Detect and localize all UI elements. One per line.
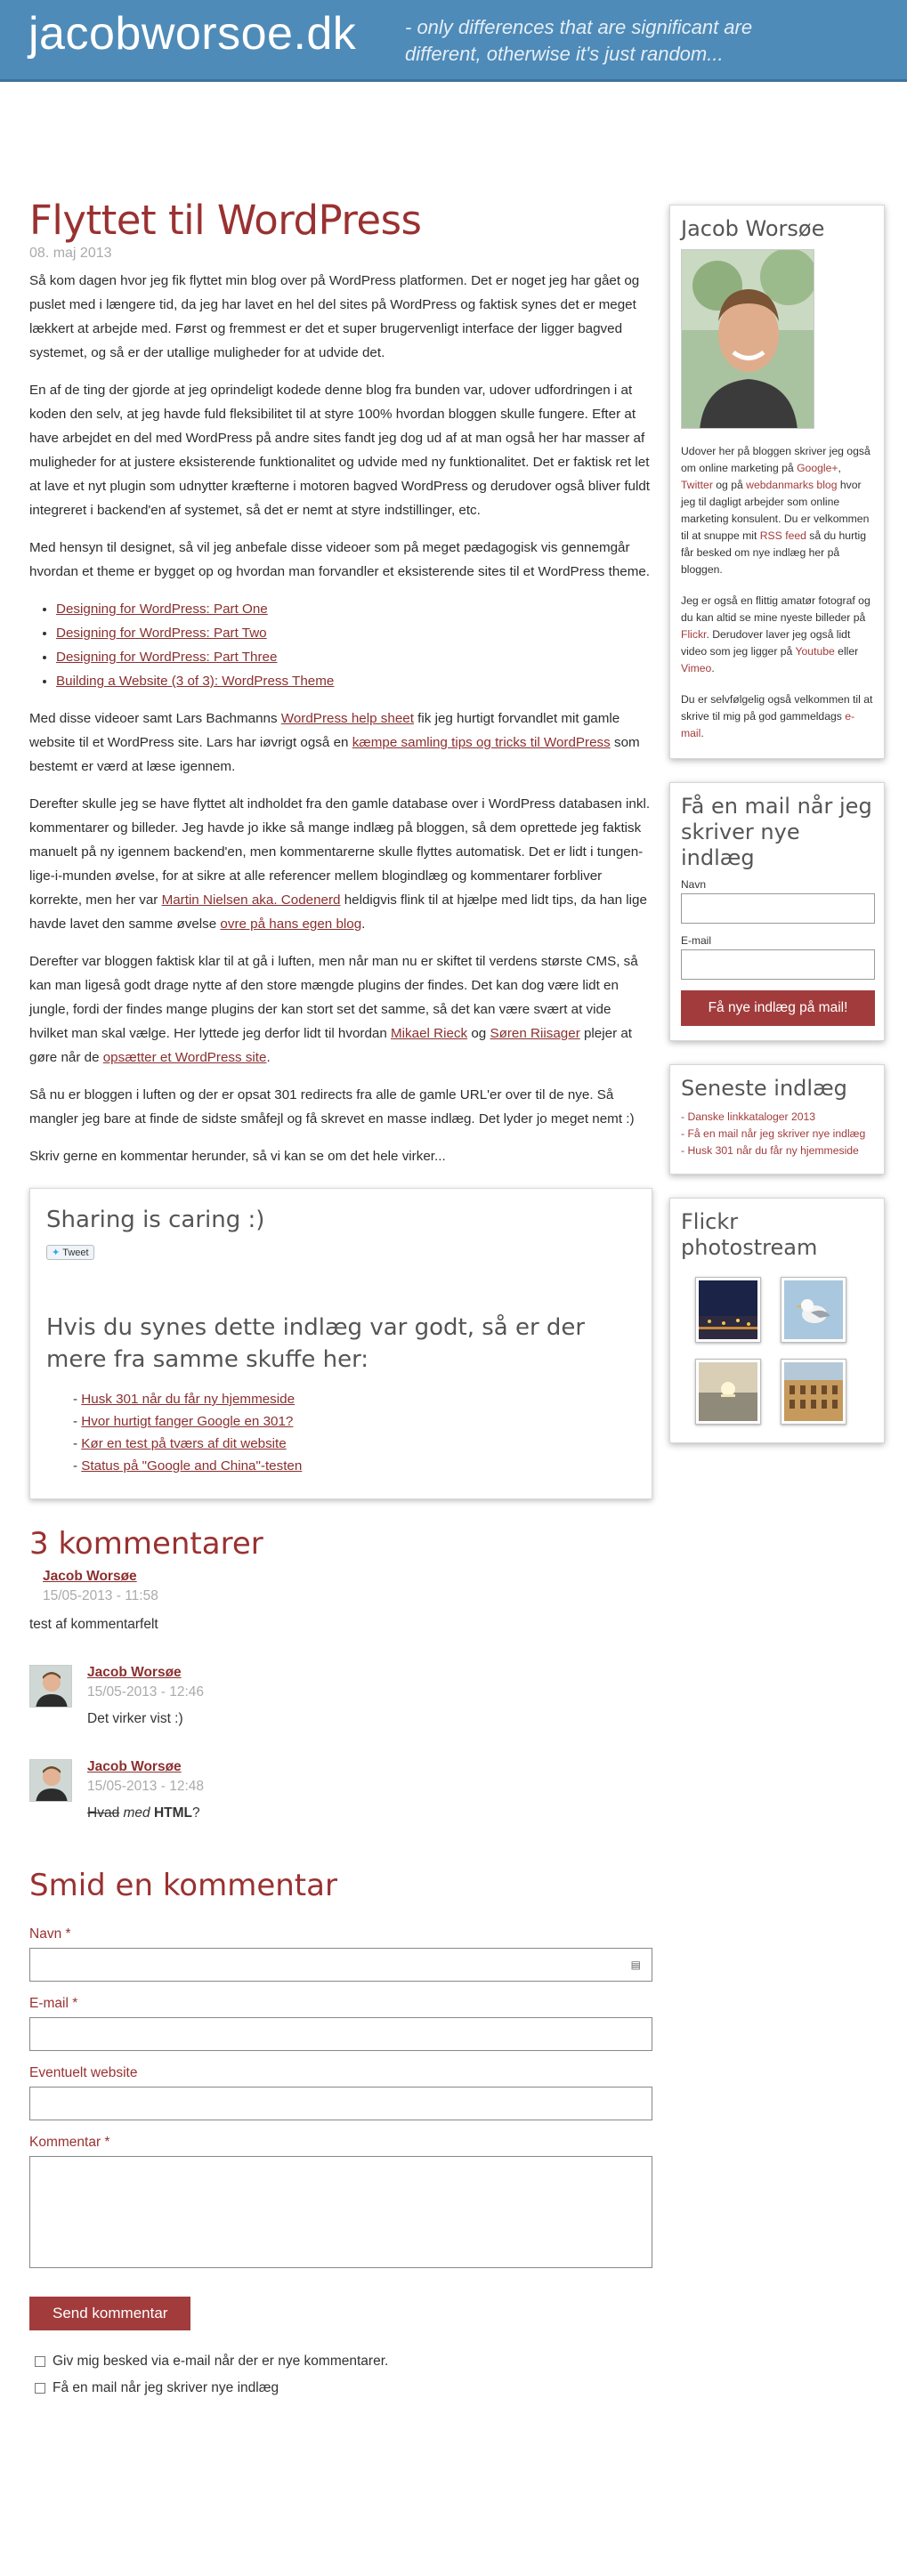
text: . bbox=[700, 727, 704, 739]
notify-comments-checkbox[interactable] bbox=[35, 2356, 45, 2367]
comment-date: 15/05-2013 - 11:58 bbox=[43, 1588, 158, 1603]
video-link-part-one[interactable]: Designing for WordPress: Part One bbox=[56, 602, 268, 617]
main-content bbox=[29, 198, 652, 2396]
comment bbox=[29, 1569, 652, 1604]
share-title: Sharing is caring :) bbox=[46, 1207, 265, 1233]
webdanmark-blog-link[interactable]: webdanmarks blog bbox=[746, 479, 838, 491]
martin-nielsen-link[interactable]: Martin Nielsen aka. Codenerd bbox=[161, 892, 341, 908]
text: Udover her på bloggen skriver jeg også om online marketing på bbox=[681, 445, 871, 474]
list-item bbox=[56, 645, 652, 669]
subscribe-title: Få en mail når jeg skriver nye indlæg bbox=[681, 794, 872, 870]
wordpress-setup-link[interactable]: opsætter et WordPress site bbox=[102, 1050, 267, 1065]
notify-posts-row bbox=[29, 2380, 652, 2396]
about-widget bbox=[669, 205, 885, 759]
comment-author-link[interactable]: Jacob Worsøe bbox=[87, 1759, 182, 1774]
notify-posts-label: Få en mail når jeg skriver nye indlæg bbox=[53, 2380, 279, 2395]
photo-image bbox=[699, 1362, 757, 1421]
list-item bbox=[73, 1410, 636, 1433]
about-text-2 bbox=[681, 593, 873, 677]
avatar-image bbox=[30, 1760, 72, 1802]
text: så du hurtig får besked om nye indlæg her på bloggen. bbox=[681, 529, 866, 576]
comment-author-link[interactable]: Jacob Worsøe bbox=[43, 1569, 137, 1584]
related-post-link[interactable]: Husk 301 når du får ny hjemmeside bbox=[81, 1392, 296, 1407]
website-label: Eventuelt website bbox=[29, 2065, 138, 2080]
recent-posts-widget bbox=[669, 1064, 885, 1175]
notify-comments-row bbox=[29, 2354, 652, 2370]
recent-post-link[interactable]: - Husk 301 når du får ny hjemmeside bbox=[681, 1144, 859, 1157]
site-header bbox=[0, 0, 907, 82]
text: og bbox=[467, 1026, 490, 1041]
name-label: Navn * bbox=[29, 1926, 71, 1942]
related-post-link[interactable]: Hvor hurtigt fanger Google en 301? bbox=[81, 1414, 294, 1429]
soren-riisager-link[interactable]: Søren Riisager bbox=[490, 1026, 580, 1041]
about-text-1 bbox=[681, 443, 873, 578]
post-paragraph-1: Så kom dagen hvor jeg fik flyttet min blog over på WordPress platformen. Det er noget jeg har gået og puslet med i længere tid, da jeg har lavet en hel del sites på WordPress og faktisk synes det er meget lækkert at arbejde med. Først og fremmest er det et super brugervenligt interface der ligger bagved systemet, og så er der utallige muligheder for at udvide det. bbox=[29, 273, 640, 360]
email-link[interactable]: e-mail bbox=[681, 710, 855, 739]
sidebar bbox=[669, 205, 885, 1466]
subscribe-widget bbox=[669, 782, 885, 1041]
list-item bbox=[681, 1126, 873, 1143]
list-item bbox=[681, 1143, 873, 1159]
text-strike: Hvad bbox=[87, 1805, 120, 1821]
text: hvor jeg til dagligt arbejder som online marketing konsulent. Du er velkommen til at snuppe mit bbox=[681, 479, 870, 542]
google-plus-link[interactable]: Google+ bbox=[797, 462, 838, 474]
flickr-thumb-colosseum[interactable] bbox=[781, 1359, 846, 1425]
site-tagline: - only differences that are significant are different, otherwise it's just random... bbox=[405, 16, 753, 65]
profile-photo-image bbox=[682, 250, 814, 429]
text-em: med bbox=[123, 1805, 150, 1821]
comment-date: 15/05-2013 - 12:46 bbox=[87, 1684, 204, 1700]
flickr-widget bbox=[669, 1198, 885, 1443]
email-field[interactable] bbox=[29, 2017, 652, 2051]
text: . Derudover laver jeg også lidt video som jeg ligger på bbox=[681, 628, 851, 658]
wordpress-help-sheet-link[interactable]: WordPress help sheet bbox=[280, 711, 414, 726]
about-title: Jacob Worsøe bbox=[681, 216, 825, 241]
text-bold: HTML bbox=[153, 1805, 193, 1821]
related-posts-title: Hvis du synes dette indlæg var godt, så er der mere fra samme skuffe her: bbox=[46, 1314, 586, 1373]
share-box bbox=[29, 1188, 652, 1499]
video-link-part-three[interactable]: Designing for WordPress: Part Three bbox=[56, 650, 278, 665]
flickr-grid bbox=[681, 1268, 873, 1428]
avatar-image bbox=[30, 1666, 72, 1708]
name-field[interactable] bbox=[29, 1948, 652, 1982]
text: ? bbox=[192, 1805, 200, 1821]
text: . bbox=[361, 917, 366, 932]
codenerd-blog-link[interactable]: ovre på hans egen blog bbox=[220, 917, 362, 932]
post-paragraph-5 bbox=[29, 792, 652, 936]
text: heldigvis flink til at hjælpe med lidt tips, da han lige havde lavet den samme øvelse bbox=[29, 892, 647, 932]
video-link-building-website[interactable]: Building a Website (3 of 3): WordPress Theme bbox=[56, 674, 335, 689]
flickr-thumb-seagull[interactable] bbox=[781, 1277, 846, 1343]
autofill-icon[interactable]: ▤ bbox=[630, 1958, 641, 1971]
text: Jeg er også en flittig amatør fotograf og du kan altid se mine nyeste billeder på bbox=[681, 594, 871, 624]
text: Du er selvfølgelig også velkommen til at skrive til mig på god gammeldags bbox=[681, 693, 873, 723]
comment-label: Kommentar * bbox=[29, 2135, 110, 2150]
list-item bbox=[73, 1433, 636, 1455]
text: som bestemt er værd at læse igennem. bbox=[29, 735, 640, 774]
post-paragraph-7: Så nu er bloggen i luften og der er opsat 301 redirects fra alle de gamle URL'er over til de nye. Så mangler jeg bare at finde de sidste småfejl og få skrevet en masse indlæg. Det lyder jo meget nemt :) bbox=[29, 1087, 635, 1126]
text: . bbox=[711, 662, 715, 674]
photo-image bbox=[784, 1280, 843, 1339]
twitter-link[interactable]: Twitter bbox=[681, 479, 713, 491]
video-link-part-two[interactable]: Designing for WordPress: Part Two bbox=[56, 626, 267, 641]
twitter-bird-icon: ✦ bbox=[52, 1248, 61, 1258]
text: Derefter skulle jeg se have flyttet alt indholdet fra den gamle database over i WordPress databasen inkl. kommentarer og billeder. Jeg havde jo ikke så mange indlæg på bloggen, så dem oprettede jeg faktisk manuelt på ny igennem backend'en, men kommentarerne skulle flyttes automatisk. Det er lidt i tungen-lige-i-munden øvelse, for at sikre at alle referencer mellem blogindlæg og kommentarer forbliver korrekte, men her var bbox=[29, 796, 651, 908]
list-item bbox=[56, 597, 652, 621]
post-paragraph-4 bbox=[29, 707, 652, 779]
rss-feed-link[interactable]: RSS feed bbox=[759, 529, 806, 542]
site-title[interactable]: jacobworsoe.dk bbox=[28, 8, 357, 60]
tweet-button[interactable] bbox=[46, 1245, 94, 1260]
text: fik jeg hurtigt forvandlet mit gamle website til et WordPress site. Lars har iøvrigt også en bbox=[29, 711, 620, 750]
text: , bbox=[838, 462, 841, 474]
avatar bbox=[29, 1759, 72, 1802]
post-date: 08. maj 2013 bbox=[29, 246, 112, 261]
text: Derefter var bloggen faktisk klar til at gå i luften, men når man nu er skiftet til verdens største CMS, så kan man ligeså godt drage nytte af den store mængde plugins der findes. Det kan dog være lidt en jungle, fordi der findes mange plugins der kan stort set det samme, så det kan være svært at vide hvilket man skal vælge. Her lyttede jeg derfor lidt til hvordan bbox=[29, 954, 638, 1041]
email-label: E-mail * bbox=[29, 1996, 78, 2011]
tweet-label: Tweet bbox=[62, 1248, 89, 1258]
comment-text bbox=[87, 1805, 652, 1821]
post-paragraph-6 bbox=[29, 949, 652, 1070]
comment-text: test af kommentarfelt bbox=[29, 1617, 158, 1632]
text: og på bbox=[712, 479, 747, 491]
tips-tricks-link[interactable]: kæmpe samling tips og tricks til WordPress bbox=[352, 735, 611, 750]
website-field[interactable] bbox=[29, 2087, 652, 2120]
vimeo-link[interactable]: Vimeo bbox=[681, 662, 712, 674]
list-item bbox=[73, 1455, 636, 1477]
text: plejer at gøre når de bbox=[29, 1026, 633, 1065]
subscribe-email-label: E-mail bbox=[681, 934, 712, 947]
list-item bbox=[56, 621, 652, 645]
related-post-link[interactable]: Kør en test på tværs af dit website bbox=[81, 1436, 287, 1451]
text: Med disse videoer samt Lars Bachmanns bbox=[29, 711, 281, 726]
comments-title: 3 kommentarer bbox=[29, 1526, 263, 1562]
post-title: Flyttet til WordPress bbox=[29, 197, 422, 244]
post-paragraph-2: En af de ting der gjorde at jeg oprindeligt kodede denne blog fra bunden var, udover udfordringen i at koden den selv, at jeg havde fuld fleksibilitet til at styre 100% hvordan bloggen skulle fungere. Efter at have arbejdet en del med WordPress på andre sites fandt jeg dog ud af at man også her har masser af muligheder for at justere eksisterende funktionalitet og udvide med ny funktionalitet. Det er faktisk ret let at lave et nyt plugin som udnytter kræfterne i motoren bagved WordPress og derudover også bliver fuldt integreret i backend'en af systemet, så det er nemt at styre indstillinger, etc. bbox=[29, 383, 651, 518]
avatar bbox=[29, 1665, 72, 1708]
related-post-link[interactable]: Status på "Google and China"-testen bbox=[81, 1458, 303, 1474]
recent-posts-list bbox=[681, 1109, 873, 1159]
subscribe-name-label: Navn bbox=[681, 878, 707, 891]
post-paragraph-3: Med hensyn til designet, så vil jeg anbefale disse videoer som på meget pædagogisk vis gennemgår hvordan et theme er bygget op og hvordan man forvandler et eksisterende sites til et WordPress theme. bbox=[29, 540, 651, 579]
list-item bbox=[73, 1388, 636, 1410]
list-item bbox=[681, 1109, 873, 1126]
comment-textarea[interactable] bbox=[29, 2156, 652, 2268]
flickr-thumb-sunset-sea[interactable] bbox=[695, 1359, 761, 1425]
comment-reply bbox=[29, 1759, 652, 1821]
post-paragraph-8: Skriv gerne en kommentar herunder, så vi kan se om det hele virker... bbox=[29, 1149, 446, 1164]
recent-posts-title: Seneste indlæg bbox=[681, 1076, 847, 1101]
notify-comments-label: Giv mig besked via e-mail når der er nye kommentarer. bbox=[53, 2354, 389, 2369]
related-posts-list bbox=[46, 1388, 636, 1477]
photo-image bbox=[784, 1362, 843, 1421]
comment-form-title: Smid en kommentar bbox=[29, 1868, 337, 1903]
recent-post-link[interactable]: - Danske linkkataloger 2013 bbox=[681, 1110, 816, 1123]
recent-post-link[interactable]: - Få en mail når jeg skriver nye indlæg bbox=[681, 1127, 866, 1140]
notify-posts-checkbox[interactable] bbox=[35, 2383, 45, 2394]
list-item bbox=[56, 669, 652, 693]
subscribe-name-field[interactable] bbox=[681, 893, 875, 924]
flickr-thumb-night-city[interactable] bbox=[695, 1277, 761, 1343]
comment-date: 15/05-2013 - 12:48 bbox=[87, 1779, 204, 1794]
about-text-3 bbox=[681, 691, 873, 742]
profile-photo bbox=[681, 249, 814, 429]
comment-reply bbox=[29, 1665, 652, 1727]
subscribe-button[interactable]: Få nye indlæg på mail! bbox=[681, 990, 875, 1026]
comment-text: Det virker vist :) bbox=[87, 1711, 183, 1726]
text: . bbox=[266, 1050, 271, 1065]
subscribe-email-field[interactable] bbox=[681, 949, 875, 980]
mikael-rieck-link[interactable]: Mikael Rieck bbox=[391, 1026, 468, 1041]
text: eller bbox=[834, 645, 859, 658]
flickr-title: Flickr photostream bbox=[681, 1209, 818, 1260]
youtube-link[interactable]: Youtube bbox=[795, 645, 835, 658]
photo-image bbox=[699, 1280, 757, 1339]
flickr-link[interactable]: Flickr bbox=[681, 628, 707, 641]
video-links-list bbox=[29, 597, 652, 693]
comment-author-link[interactable]: Jacob Worsøe bbox=[87, 1665, 182, 1680]
send-comment-button[interactable]: Send kommentar bbox=[29, 2297, 190, 2330]
